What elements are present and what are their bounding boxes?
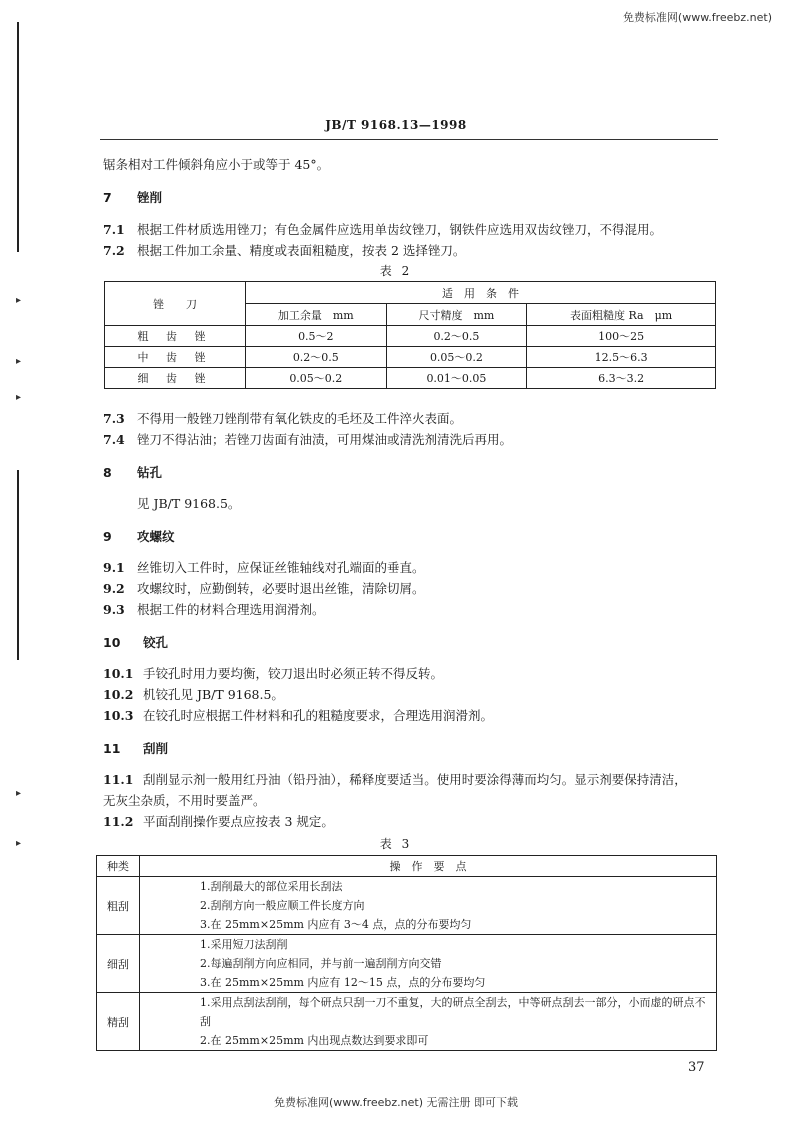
binding-margin-line <box>17 22 19 252</box>
section-7-heading: 7 锉削 <box>103 190 163 205</box>
table-2 <box>104 281 716 389</box>
scrape-type-cell: 粗刮 <box>97 877 140 935</box>
intro-paragraph: 锯条相对工件倾斜角应小于或等于 45°。 <box>103 157 330 172</box>
section-11-heading: 11 刮削 <box>103 741 169 756</box>
table-row <box>105 326 716 347</box>
ops-item: 1.采用短刀法刮削 <box>200 938 288 951</box>
table-row <box>105 347 716 368</box>
section-8-text: 见 JB/T 9168.5。 <box>137 496 241 511</box>
table-3-header-type: 种类 <box>97 856 140 877</box>
table-3-header-ops: 操 作 要 点 <box>140 856 717 877</box>
ops-item: 3.在 25mm×25mm 内应有 12～15 点，点的分布要均匀 <box>200 976 486 989</box>
section-10-heading: 10 铰孔 <box>103 635 169 650</box>
clause-9-3: 9.3 根据工件的材料合理选用润滑剂。 <box>103 602 325 617</box>
table-2-caption: 表 2 <box>379 264 413 278</box>
page-number: 37 <box>688 1060 705 1075</box>
clause-10-1: 10.1 手铰孔时用力要均衡，铰刀退出时必须正转不得反转。 <box>103 666 444 681</box>
table-2-subheader: 加工余量 mm <box>246 304 387 326</box>
binding-margin-line <box>17 470 19 660</box>
clause-7-3: 7.3 不得用一般锉刀锉削带有氧化铁皮的毛坯及工件淬火表面。 <box>103 411 463 426</box>
ops-cell <box>140 935 717 993</box>
clause-9-2: 9.2 攻螺纹时，应勤倒转，必要时退出丝锥，清除切屑。 <box>103 581 425 596</box>
document-header: JB/T 9168.13—1998 <box>325 118 467 132</box>
ops-item: 3.在 25mm×25mm 内应有 3～4 点，点的分布要均匀 <box>200 918 472 931</box>
clause-11-1: 11.1 刮削显示剂一般用红丹油（铅丹油），稀释度要适当。使用时要涂得薄而均匀。显示剂要保持清洁， <box>103 772 687 787</box>
ops-item: 1.刮削最大的部位采用长刮法 <box>200 880 343 893</box>
ops-item: 1.采用点刮法刮削，每个研点只刮一刀不重复，大的研点全刮去，中等研点刮去一部分，小而虚的研点不刮 <box>200 996 706 1028</box>
clause-7-1: 7.1 根据工件材质选用锉刀；有色金属件应选用单齿纹锉刀，钢铁件应选用双齿纹锉刀，不得混用。 <box>103 222 663 237</box>
roughness-cell: 6.3～3.2 <box>527 368 716 389</box>
allowance-cell: 0.2～0.5 <box>246 347 387 368</box>
table-2-subheader: 表面粗糙度 Ra μm <box>527 304 716 326</box>
clause-10-3: 10.3 在铰孔时应根据工件材料和孔的粗糙度要求，合理选用润滑剂。 <box>103 708 494 723</box>
section-8-heading: 8 钻孔 <box>103 465 163 480</box>
table-2-subheader: 尺寸精度 mm <box>386 304 527 326</box>
allowance-cell: 0.5～2 <box>246 326 387 347</box>
accuracy-cell: 0.2～0.5 <box>386 326 527 347</box>
table-2-header-conditions: 适 用 条 件 <box>246 282 716 304</box>
table-row <box>105 368 716 389</box>
ops-item: 2.在 25mm×25mm 内出现点数达到要求即可 <box>200 1034 429 1047</box>
table-row <box>97 877 717 935</box>
accuracy-cell: 0.05～0.2 <box>386 347 527 368</box>
section-9-heading: 9 攻螺纹 <box>103 529 175 544</box>
roughness-cell: 12.5～6.3 <box>527 347 716 368</box>
allowance-cell: 0.05～0.2 <box>246 368 387 389</box>
ops-item: 2.刮削方向一般应顺工件长度方向 <box>200 899 365 912</box>
binding-hole-mark: ▸ <box>16 392 22 403</box>
clause-11-2: 11.2 平面刮削操作要点应按表 3 规定。 <box>103 814 334 829</box>
table-3 <box>96 855 717 1051</box>
scrape-type-cell: 细刮 <box>97 935 140 993</box>
roughness-cell: 100～25 <box>527 326 716 347</box>
bottom-watermark: 免费标准网(www.freebz.net) 无需注册 即可下载 <box>273 1096 519 1109</box>
binding-hole-mark: ▸ <box>16 356 22 367</box>
table-row <box>97 993 717 1051</box>
clause-10-2: 10.2 机铰孔见 JB/T 9168.5。 <box>103 687 284 702</box>
binding-hole-mark: ▸ <box>16 788 22 799</box>
header-rule <box>100 139 718 140</box>
ops-cell <box>140 877 717 935</box>
top-watermark: 免费标准网(www.freebz.net) <box>622 11 772 24</box>
clause-11-1-continued: 无灰尘杂质，不用时要盖严。 <box>103 793 266 808</box>
table-2-header-file: 锉 刀 <box>105 282 246 326</box>
ops-cell <box>140 993 717 1051</box>
scrape-type-cell: 精刮 <box>97 993 140 1051</box>
binding-hole-mark: ▸ <box>16 838 22 849</box>
table-3-caption: 表 3 <box>379 837 413 851</box>
file-name-cell: 中 齿 锉 <box>105 347 246 368</box>
file-name-cell: 粗 齿 锉 <box>105 326 246 347</box>
ops-item: 2.每遍刮削方向应相同，并与前一遍刮削方向交错 <box>200 957 442 970</box>
clause-9-1: 9.1 丝锥切入工件时，应保证丝锥轴线对孔端面的垂直。 <box>103 560 425 575</box>
accuracy-cell: 0.01～0.05 <box>386 368 527 389</box>
binding-hole-mark: ▸ <box>16 295 22 306</box>
table-row <box>97 935 717 993</box>
clause-7-2: 7.2 根据工件加工余量、精度或表面粗糙度，按表 2 选择锉刀。 <box>103 243 466 258</box>
clause-7-4: 7.4 锉刀不得沾油；若锉刀齿面有油渍，可用煤油或清洗剂清洗后再用。 <box>103 432 513 447</box>
file-name-cell: 细 齿 锉 <box>105 368 246 389</box>
